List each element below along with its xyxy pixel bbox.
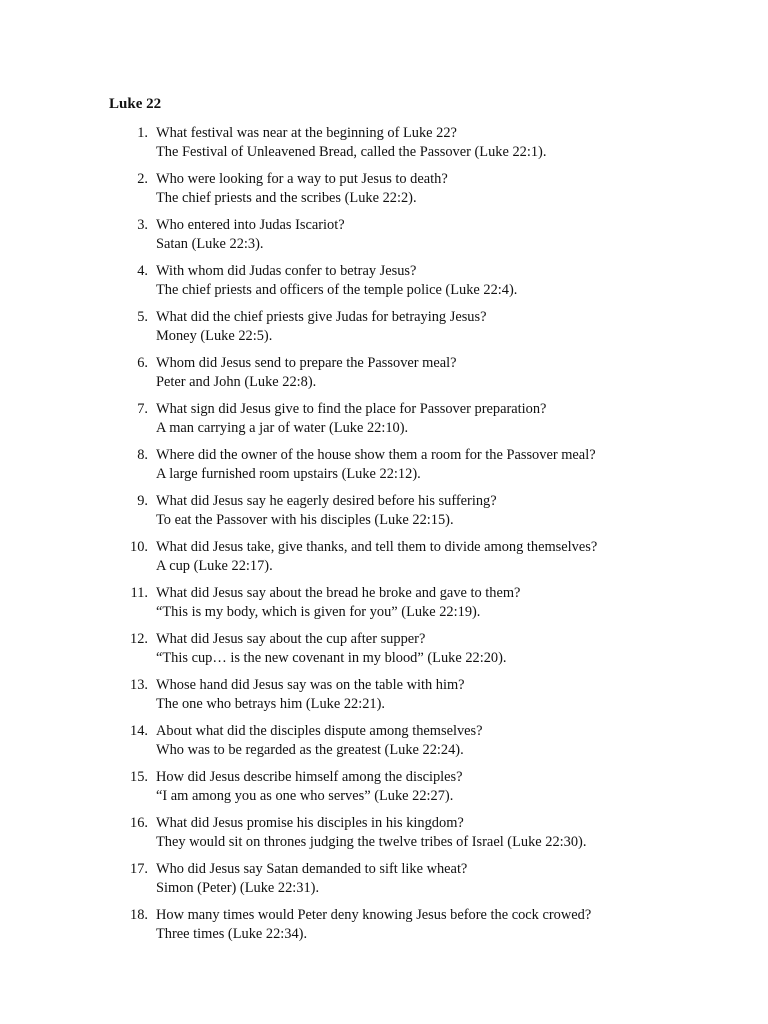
- question-list: [0, 124, 768, 952]
- question-text: Who were looking for a way to put Jesus to death?: [156, 171, 448, 187]
- question-number: 17.: [130, 861, 148, 877]
- answer-text: The chief priests and the scribes (Luke 22:2).: [156, 189, 417, 206]
- question-text: Whose hand did Jesus say was on the table with him?: [156, 677, 465, 693]
- answer-text: A man carrying a jar of water (Luke 22:10).: [156, 419, 409, 436]
- question-item: [0, 216, 768, 262]
- question-item: [0, 170, 768, 216]
- question-item: [0, 446, 768, 492]
- document-title: Luke 22: [109, 96, 162, 112]
- question-item: [0, 538, 768, 584]
- question-number: 3.: [137, 217, 148, 233]
- question-item: [0, 722, 768, 768]
- question-text: What did Jesus take, give thanks, and tell them to divide among themselves?: [156, 539, 598, 555]
- question-item: [0, 768, 768, 814]
- question-item: [0, 308, 768, 354]
- question-number: 12.: [130, 631, 148, 647]
- question-number: 8.: [137, 447, 148, 463]
- answer-text: Three times (Luke 22:34).: [156, 925, 308, 942]
- answer-text: The Festival of Unleavened Bread, called the Passover (Luke 22:1).: [156, 143, 547, 160]
- question-item: [0, 400, 768, 446]
- question-item: [0, 354, 768, 400]
- question-item: [0, 676, 768, 722]
- question-number: 1.: [137, 125, 148, 141]
- question-text: How many times would Peter deny knowing Jesus before the cock crowed?: [156, 907, 592, 923]
- question-text: Who entered into Judas Iscariot?: [156, 217, 345, 233]
- question-number: 6.: [137, 355, 148, 371]
- answer-text: Simon (Peter) (Luke 22:31).: [156, 879, 320, 896]
- question-text: What did Jesus say he eagerly desired before his suffering?: [156, 493, 497, 509]
- answer-text: They would sit on thrones judging the twelve tribes of Israel (Luke 22:30).: [156, 833, 587, 850]
- question-number: 16.: [130, 815, 148, 831]
- question-text: What did Jesus say about the cup after supper?: [156, 631, 426, 647]
- answer-text: Money (Luke 22:5).: [156, 327, 273, 344]
- question-item: [0, 814, 768, 860]
- question-number: 10.: [130, 539, 148, 555]
- answer-text: The one who betrays him (Luke 22:21).: [156, 695, 385, 712]
- answer-text: The chief priests and officers of the temple police (Luke 22:4).: [156, 281, 518, 298]
- answer-text: “This is my body, which is given for you” (Luke 22:19).: [156, 603, 481, 620]
- question-number: 14.: [130, 723, 148, 739]
- question-number: 15.: [130, 769, 148, 785]
- question-text: How did Jesus describe himself among the disciples?: [156, 769, 463, 785]
- answer-text: Satan (Luke 22:3).: [156, 235, 264, 252]
- answer-text: “I am among you as one who serves” (Luke 22:27).: [156, 787, 454, 804]
- question-text: What did Jesus say about the bread he broke and gave to them?: [156, 585, 521, 601]
- question-number: 7.: [137, 401, 148, 417]
- question-item: [0, 630, 768, 676]
- answer-text: A large furnished room upstairs (Luke 22:12).: [156, 465, 421, 482]
- question-text: Who did Jesus say Satan demanded to sift like wheat?: [156, 861, 468, 877]
- answer-text: “This cup… is the new covenant in my blood” (Luke 22:20).: [156, 649, 507, 666]
- answer-text: A cup (Luke 22:17).: [156, 557, 273, 574]
- question-item: [0, 492, 768, 538]
- question-text: About what did the disciples dispute among themselves?: [156, 723, 483, 739]
- answer-text: Peter and John (Luke 22:8).: [156, 373, 317, 390]
- question-number: 9.: [137, 493, 148, 509]
- answer-text: Who was to be regarded as the greatest (Luke 22:24).: [156, 741, 464, 758]
- question-text: Whom did Jesus send to prepare the Passover meal?: [156, 355, 457, 371]
- question-number: 5.: [137, 309, 148, 325]
- answer-text: To eat the Passover with his disciples (Luke 22:15).: [156, 511, 454, 528]
- question-item: [0, 124, 768, 170]
- question-text: Where did the owner of the house show them a room for the Passover meal?: [156, 447, 596, 463]
- question-text: With whom did Judas confer to betray Jesus?: [156, 263, 417, 279]
- question-text: What did Jesus promise his disciples in his kingdom?: [156, 815, 464, 831]
- question-text: What sign did Jesus give to find the place for Passover preparation?: [156, 401, 547, 417]
- question-item: [0, 584, 768, 630]
- question-number: 18.: [130, 907, 148, 923]
- question-item: [0, 860, 768, 906]
- question-item: [0, 906, 768, 952]
- question-item: [0, 262, 768, 308]
- question-number: 4.: [137, 263, 148, 279]
- question-number: 2.: [137, 171, 148, 187]
- question-text: What did the chief priests give Judas for betraying Jesus?: [156, 309, 487, 325]
- question-number: 11.: [130, 585, 148, 601]
- question-number: 13.: [130, 677, 148, 693]
- question-text: What festival was near at the beginning of Luke 22?: [156, 125, 457, 141]
